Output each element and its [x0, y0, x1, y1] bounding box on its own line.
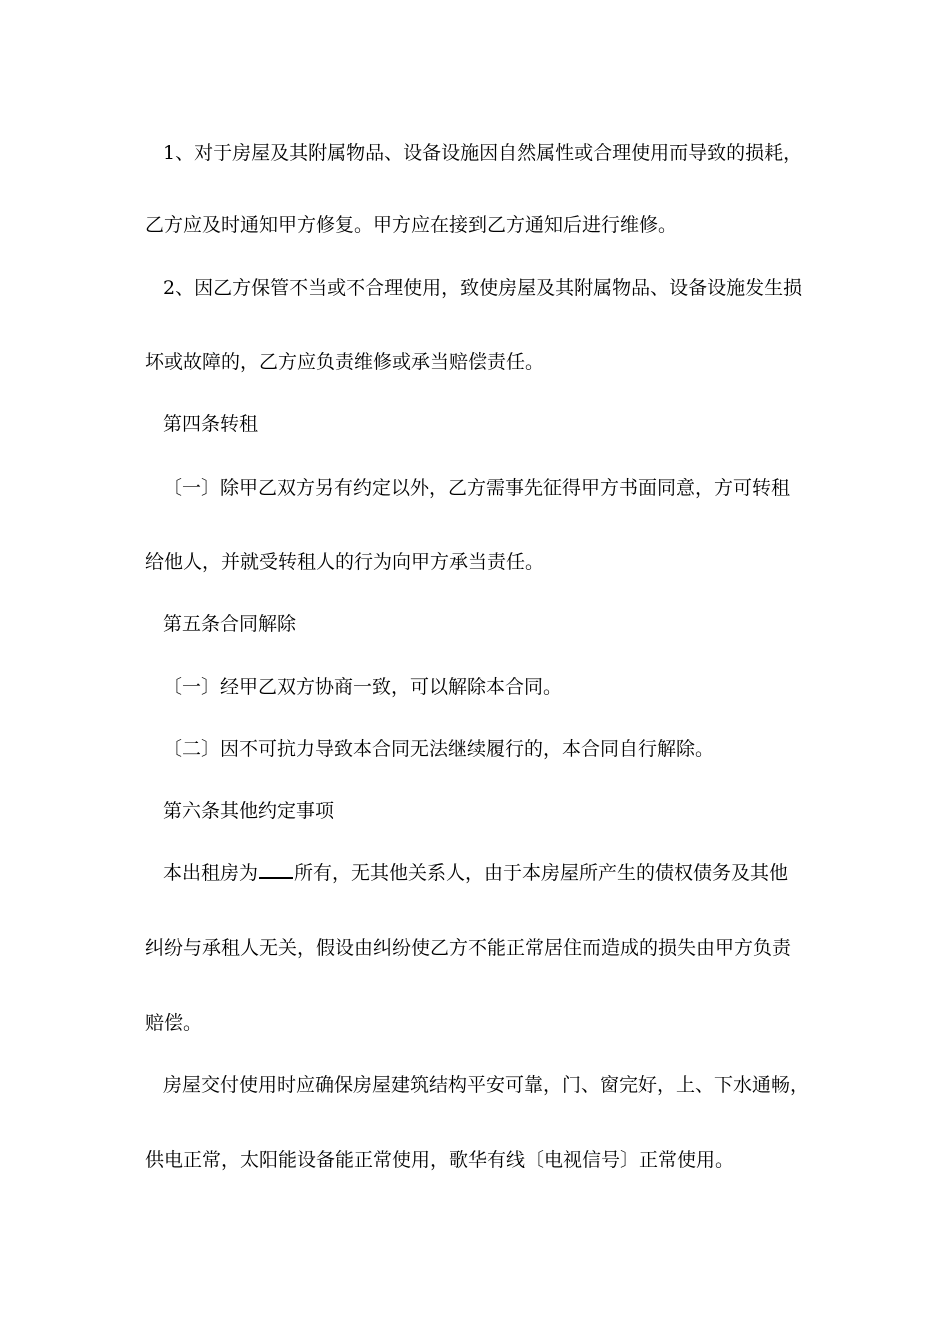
line-text: 、因乙方保管不当或不合理使用，致使房屋及其附属物品、设备设施发生损: [175, 277, 803, 299]
owner-blank: [259, 861, 293, 879]
clause6-para2-line2: 供电正常，太阳能设备能正常使用，歌华有线〔电视信号〕正常使用。: [145, 1149, 735, 1171]
clause5-item1: 〔一〕经甲乙双方协商一致，可以解除本合同。: [163, 676, 563, 698]
clause6-para2-line1: 房屋交付使用时应确保房屋建筑结构平安可靠，门、窗完好，上、下水通畅，: [163, 1074, 810, 1096]
line-text-before-blank: 本出租房为: [163, 862, 259, 884]
line-text: 、对于房屋及其附属物品、设备设施因自然属性或合理使用而导致的损耗，: [175, 142, 803, 164]
clause3-item2-line2: 坏或故障的，乙方应负责维修或承当赔偿责任。: [145, 351, 545, 373]
clause3-item1-line2: 乙方应及时通知甲方修复。甲方应在接到乙方通知后进行维修。: [145, 214, 678, 236]
item-number: 2: [163, 277, 176, 299]
clause5-item2: 〔二〕因不可抗力导致本合同无法继续履行的，本合同自行解除。: [163, 738, 715, 760]
clause5-heading: 第五条合同解除: [163, 613, 297, 635]
item-number: 1: [163, 142, 176, 164]
clause6-heading: 第六条其他约定事项: [163, 800, 335, 822]
clause3-item1-line1: [163, 141, 843, 165]
clause4-item1-line1: 〔一〕除甲乙双方另有约定以外，乙方需事先征得甲方书面同意，方可转租: [163, 477, 791, 499]
clause6-para1-line1: [163, 861, 843, 885]
clause4-heading: 第四条转租: [163, 413, 259, 435]
clause3-item2-line1: [163, 276, 843, 300]
clause6-para1-line2: 纠纷与承租人无关，假设由纠纷使乙方不能正常居住而造成的损失由甲方负责: [145, 937, 792, 959]
clause6-para1-line3: 赔偿。: [145, 1012, 203, 1034]
clause4-item1-line2: 给他人，并就受转租人的行为向甲方承当责任。: [145, 551, 545, 573]
line-text-after-blank: 所有，无其他关系人，由于本房屋所产生的债权债务及其他: [294, 862, 789, 884]
